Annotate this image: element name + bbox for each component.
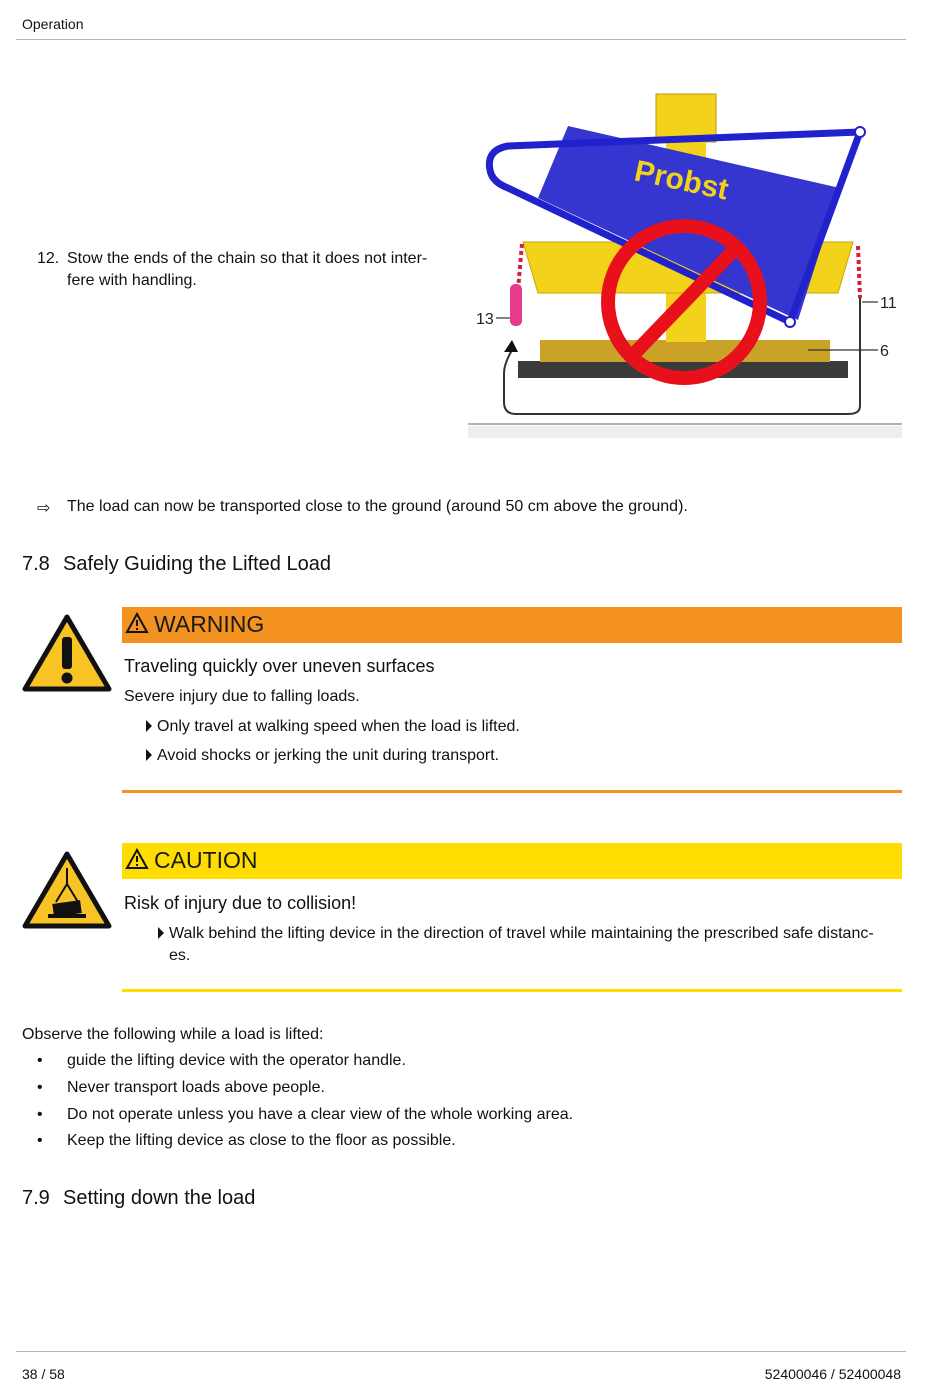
result-text: The load can now be transported close to the ground (around 50 cm above the ground). bbox=[67, 498, 688, 515]
callout-11: 11 bbox=[880, 295, 897, 312]
brand-logo: Probst bbox=[631, 154, 732, 207]
header-divider bbox=[16, 39, 906, 40]
caution-signal-word: CAUTION bbox=[154, 847, 258, 873]
callout-13: 13 bbox=[476, 311, 494, 328]
ground-hatch bbox=[468, 426, 902, 438]
heading-title: Setting down the load bbox=[63, 1187, 256, 1209]
action-text-line-2: es. bbox=[169, 947, 191, 964]
right-chain bbox=[858, 246, 860, 298]
warning-signal-word: WARNING bbox=[154, 611, 265, 637]
caution-triangle-icon bbox=[125, 848, 149, 870]
bullet-icon: • bbox=[37, 1052, 43, 1069]
caution-hazard: Risk of injury due to collision! bbox=[124, 893, 357, 913]
footer-divider bbox=[16, 1351, 906, 1352]
figure-illustration bbox=[468, 88, 904, 442]
list-item-text: Never transport loads above people. bbox=[67, 1079, 325, 1096]
warning-consequence: Severe injury due to falling loads. bbox=[124, 688, 360, 705]
heading-number: 7.9 bbox=[22, 1187, 50, 1209]
action-text: Avoid shocks or jerking the unit during transport. bbox=[157, 747, 500, 764]
page-number: 38 / 58 bbox=[22, 1366, 65, 1382]
warning-end-rule bbox=[122, 790, 902, 793]
plate-frame bbox=[540, 340, 830, 362]
handle-joint-bottom bbox=[785, 317, 795, 327]
step-number: 12. bbox=[37, 250, 60, 267]
step-text: Stow the ends of the chain so that it does not inter-fere with handling. bbox=[67, 250, 428, 289]
bullet-icon: • bbox=[37, 1079, 43, 1096]
action-text-line-1: Walk behind the lifting device in the direction of travel while maintaining the prescribed safe distanc- bbox=[169, 925, 874, 942]
bullet-icon: • bbox=[37, 1106, 43, 1123]
callout-6: 6 bbox=[880, 343, 889, 360]
action-arrow-icon bbox=[146, 749, 152, 761]
list-item-text: Keep the lifting device as close to the floor as possible. bbox=[67, 1132, 456, 1149]
warning-triangle-icon bbox=[125, 612, 149, 634]
list-item-text: guide the lifting device with the operator handle. bbox=[67, 1052, 406, 1069]
chain-end-stowed bbox=[510, 284, 522, 326]
general-warning-icon bbox=[22, 613, 112, 693]
action-arrow-icon bbox=[146, 720, 152, 732]
suspended-load-warning-icon bbox=[22, 850, 112, 930]
heading-number: 7.8 bbox=[22, 553, 50, 575]
action-text: Only travel at walking speed when the load is lifted. bbox=[157, 718, 520, 735]
warning-banner bbox=[122, 607, 902, 643]
result-arrow-icon: ⇨ bbox=[37, 500, 51, 517]
heading-title: Safely Guiding the Lifted Load bbox=[63, 553, 331, 575]
warning-hazard: Traveling quickly over uneven surfaces bbox=[124, 656, 435, 676]
caution-banner bbox=[122, 843, 902, 879]
caution-end-rule bbox=[122, 989, 902, 992]
loop-arrow bbox=[504, 340, 518, 352]
running-header: Operation bbox=[22, 16, 84, 32]
handle-joint-top bbox=[855, 127, 865, 137]
action-arrow-icon bbox=[158, 927, 164, 939]
chain-stowage-figure bbox=[468, 88, 904, 442]
list-item-text: Do not operate unless you have a clear view of the whole working area. bbox=[67, 1106, 574, 1123]
observe-intro: Observe the following while a load is lifted: bbox=[22, 1026, 324, 1043]
bullet-icon: • bbox=[37, 1132, 43, 1149]
document-ids: 52400046 / 52400048 bbox=[764, 1366, 901, 1382]
